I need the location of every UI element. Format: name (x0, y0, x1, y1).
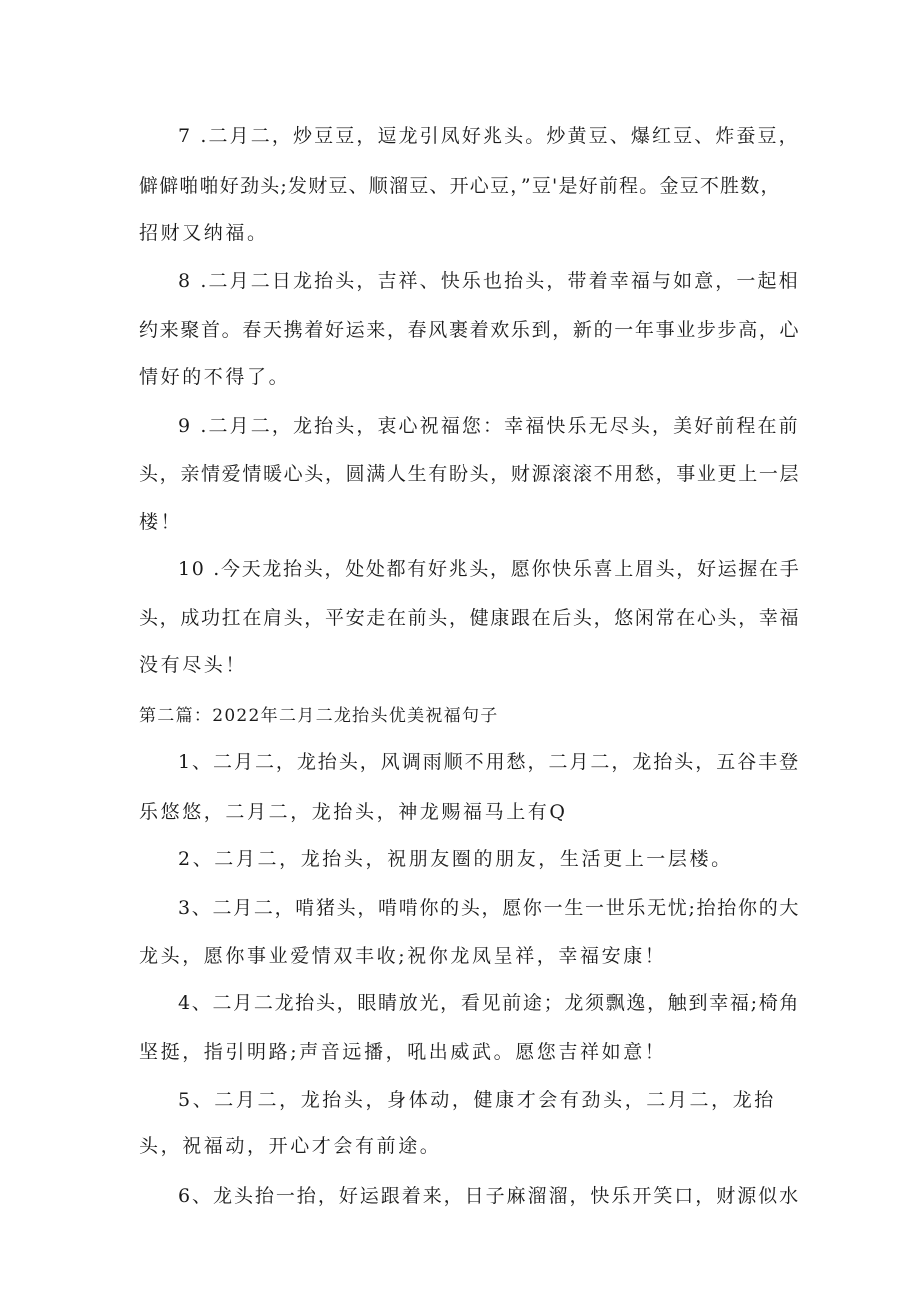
paragraph-line: 10 .今天龙抬头，处处都有好兆头，愿你快乐喜上眉头，好运握在手 (178, 558, 801, 580)
paragraph-line: 头，亲情爱情暖心头，圆满人生有盼头，财源滚滚不用愁，事业更上一层 (139, 463, 801, 485)
paragraph-line: 4、二月二龙抬头，眼睛放光，看见前途；龙须飘逸，触到幸福;椅角 (178, 992, 801, 1014)
paragraph-line: 1、二月二，龙抬头，风调雨顺不用愁，二月二，龙抬头，五谷丰登 (178, 751, 801, 773)
paragraph-line: 坚挺，指引明路;声音远播，吼出威武。愿您吉祥如意！ (139, 1041, 667, 1063)
paragraph-line: 9 .二月二，龙抬头，衷心祝福您：幸福快乐无尽头，美好前程在前 (178, 415, 800, 437)
paragraph-line: 僻僻啪啪好劲头;发财豆、顺溜豆、开心豆，”豆'是好前程。金豆不胜数， (139, 175, 781, 197)
paragraph-line: 楼！ (139, 511, 183, 533)
paragraph-line: 情好的不得了。 (139, 366, 291, 388)
paragraph-line: 招财又纳福。 (139, 222, 269, 244)
paragraph-line: 8 .二月二日龙抬头，吉祥、快乐也抬头，带着幸福与如意，一起相 (178, 270, 800, 292)
paragraph-line: 乐悠悠，二月二，龙抬头，神龙赐福马上有Q (139, 801, 568, 823)
paragraph-line: 头，祝福动，开心才会有前途。 (139, 1135, 442, 1157)
paragraph-line: 5、二月二，龙抬头，身体动，健康才会有劲头，二月二，龙抬 (178, 1089, 776, 1111)
paragraph-line: 龙头，愿你事业爱情双丰收;祝你龙凤呈祥，幸福安康！ (139, 945, 667, 967)
paragraph-line: 头，成功扛在肩头，平安走在前头，健康跟在后头，悠闲常在心头，幸福 (139, 607, 801, 629)
paragraph-line: 6、龙头抬一抬，好运跟着来，日子麻溜溜，快乐开笑口，财源似水 (178, 1185, 801, 1207)
paragraph-line: 2、二月二，龙抬头，祝朋友圈的朋友，生活更上一层楼。 (178, 848, 733, 870)
paragraph-line: 7 .二月二，炒豆豆，逗龙引凤好兆头。炒黄豆、爆红豆、炸蚕豆， (178, 125, 800, 147)
paragraph-line: 没有尽头！ (139, 654, 248, 676)
paragraph-line: 3、二月二，啃猪头，啃啃你的头，愿你一生一世乐无忧;抬抬你的大 (178, 897, 801, 919)
section-heading: 第二篇：2022年二月二龙抬头优美祝福句子 (139, 706, 499, 726)
paragraph-line: 约来聚首。春天携着好运来，春风裹着欢乐到，新的一年事业步步高，心 (139, 319, 801, 341)
